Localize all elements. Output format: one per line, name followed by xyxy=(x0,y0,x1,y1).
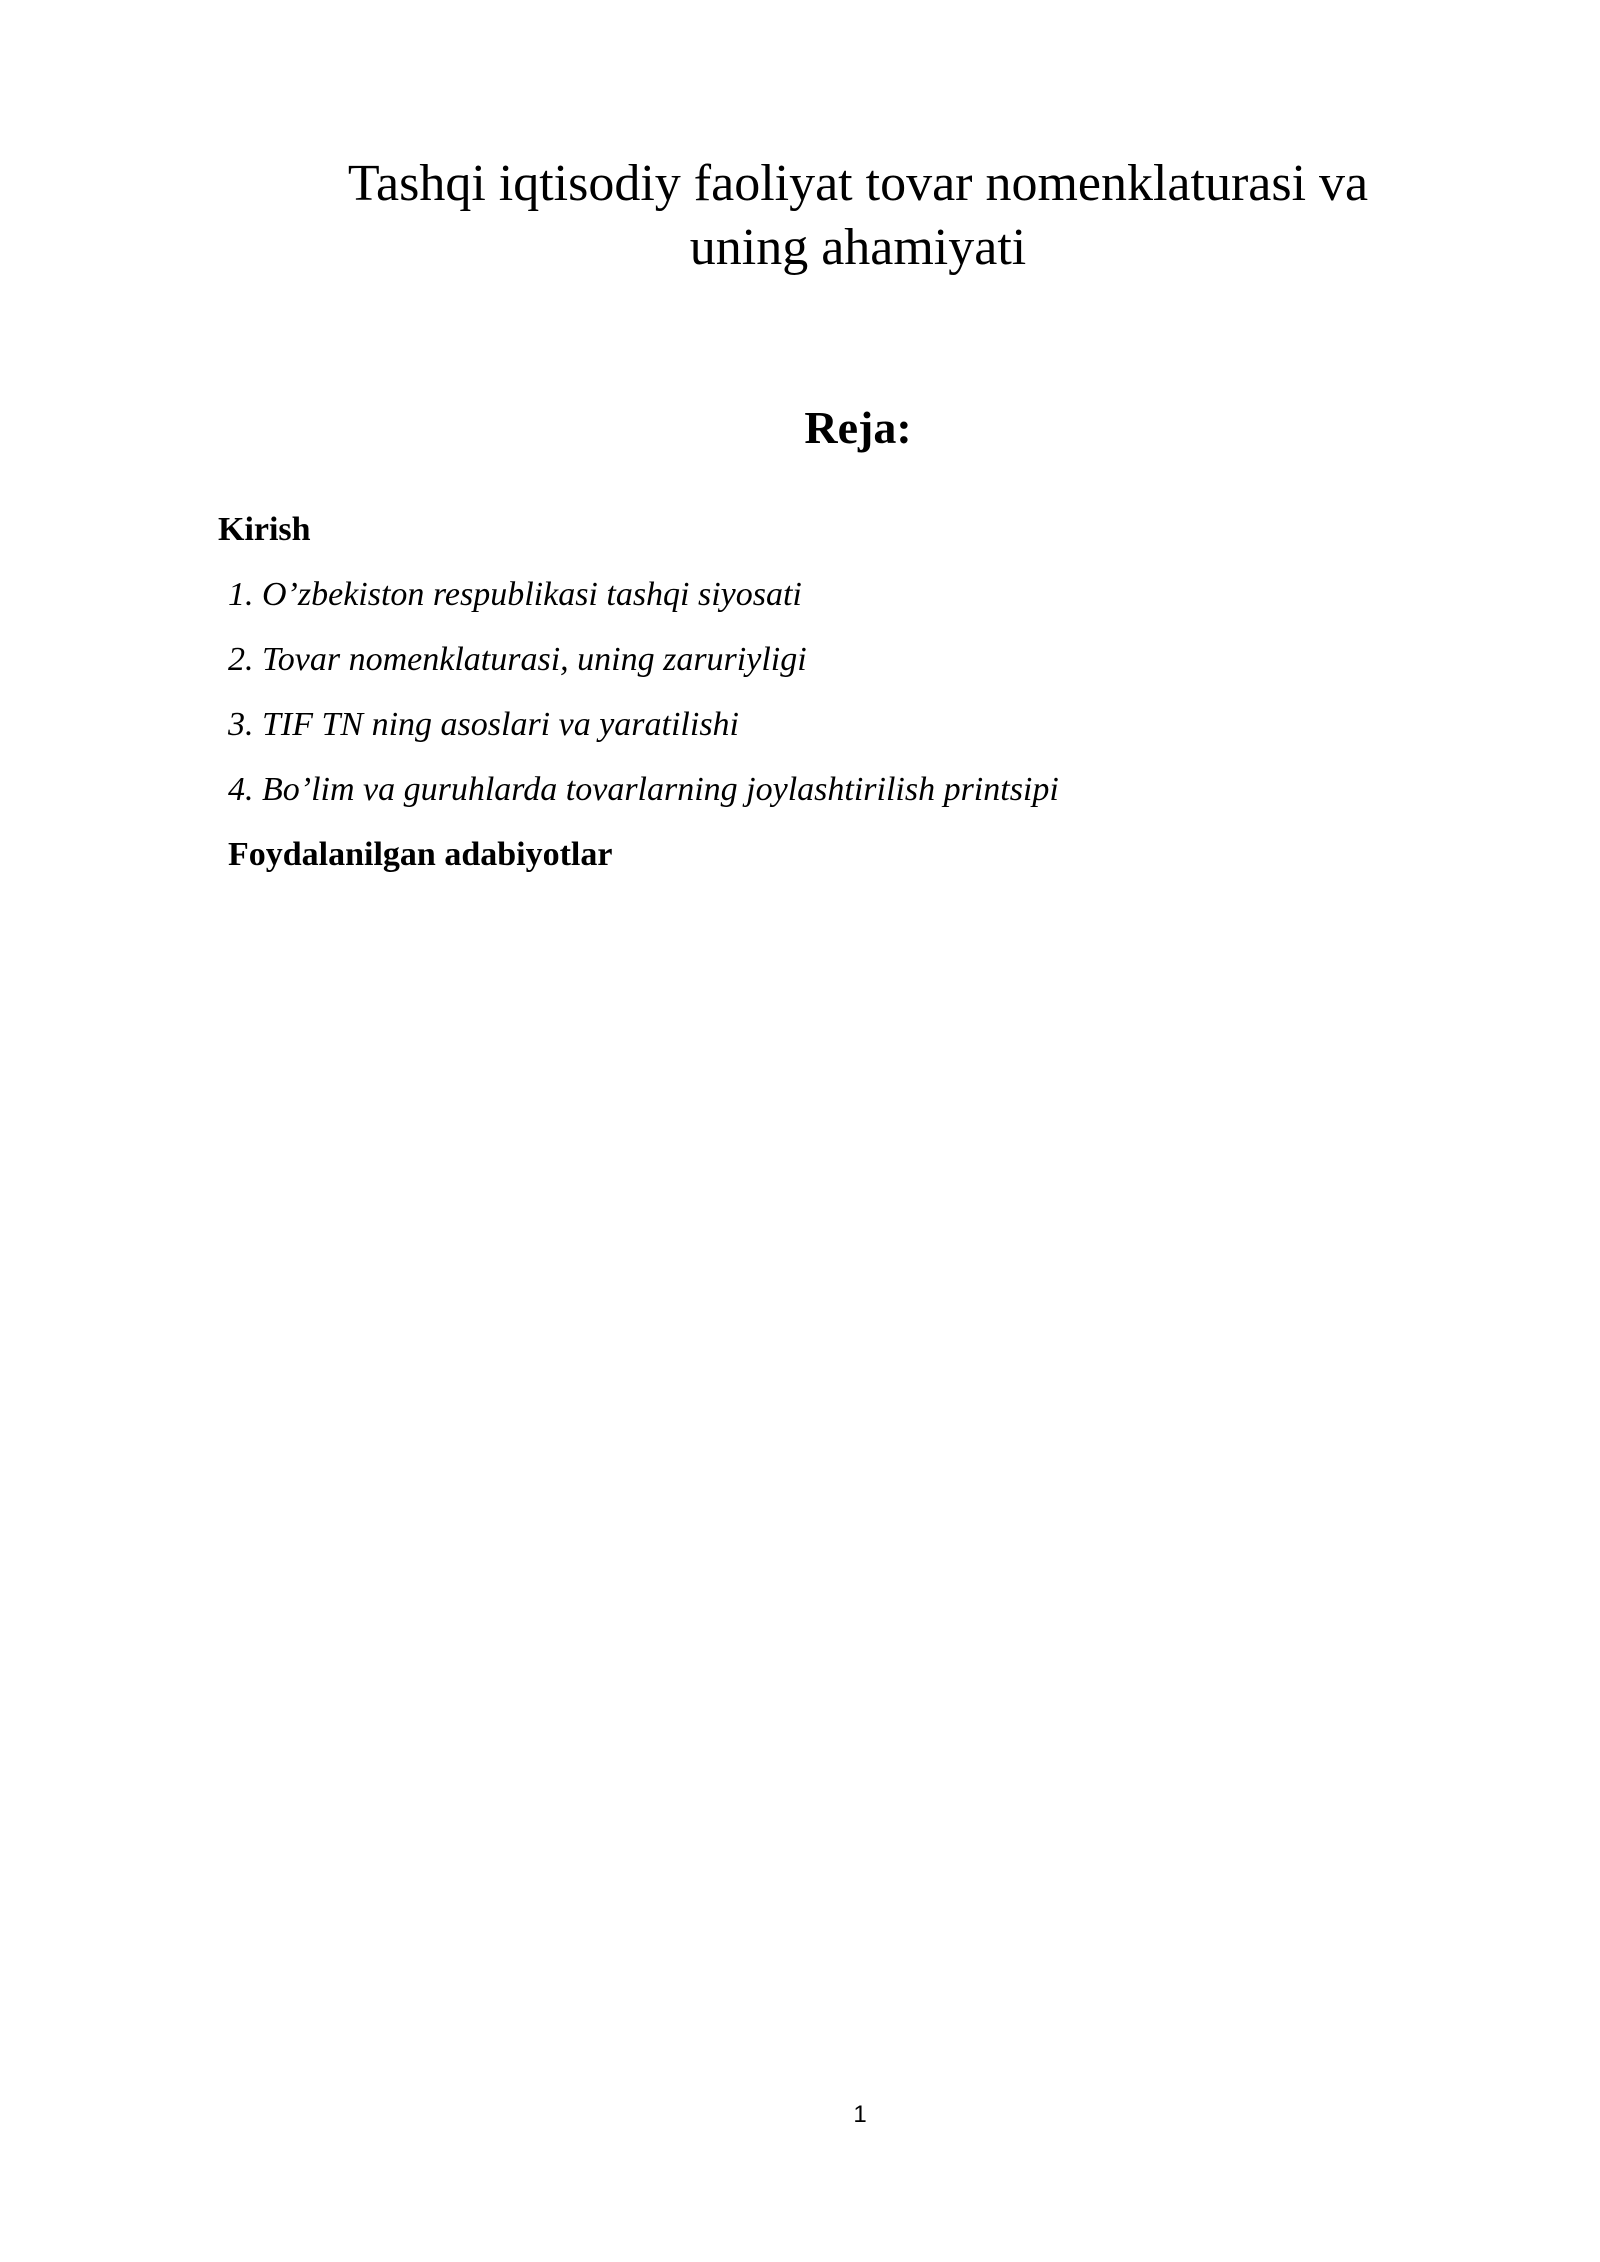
plan-item-references: Foydalanilgan adabiyotlar xyxy=(228,836,613,873)
plan-item-2: 2. Tovar nomenklaturasi, uning zaruriyligi xyxy=(228,641,807,678)
title-line-1: Tashqi iqtisodiy faoliyat tovar nomenklaturasi va xyxy=(347,155,1369,212)
page-number: 1 xyxy=(853,2101,867,2128)
title-line-2: uning ahamiyati xyxy=(689,219,1027,276)
plan-item-3: 3. TIF TN ning asoslari va yaratilishi xyxy=(228,706,739,743)
plan-list xyxy=(218,505,1418,895)
plan-item-4: 4. Bo’lim va guruhlarda tovarlarning joylashtirilish printsipi xyxy=(228,771,1059,808)
document-title xyxy=(218,152,1498,280)
plan-item-introduction: Kirish xyxy=(218,511,311,548)
plan-item-1: 1. O’zbekiston respublikasi tashqi siyosati xyxy=(228,576,802,613)
plan-heading: Reja: xyxy=(804,402,912,453)
